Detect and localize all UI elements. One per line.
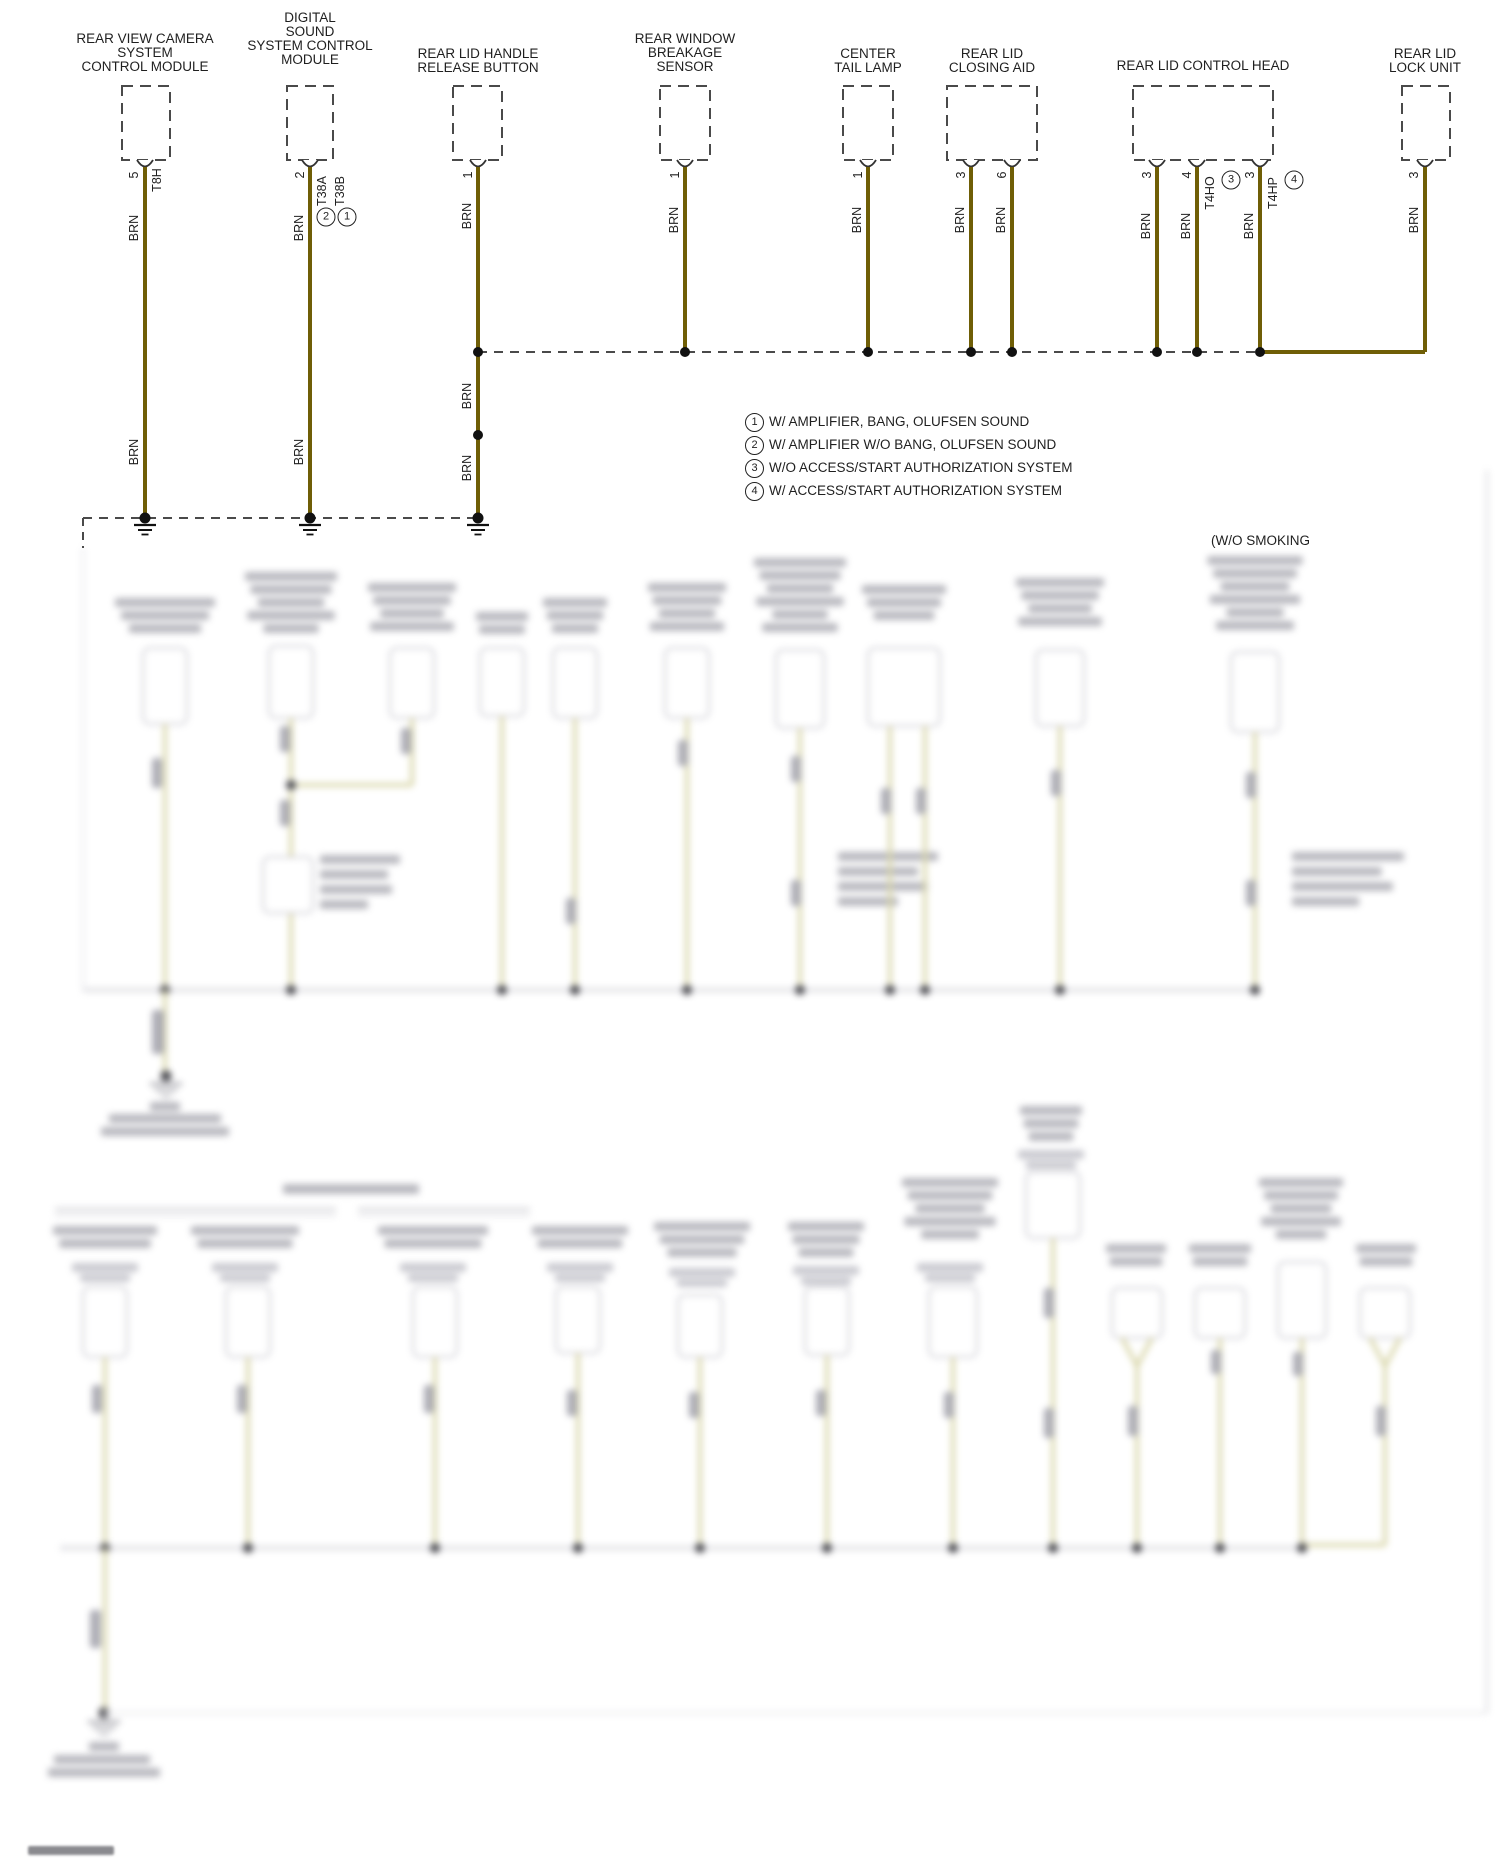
component-label-line: SYSTEM xyxy=(117,45,173,60)
component-label-line: CENTER xyxy=(840,46,896,61)
wire-color-label: BRN xyxy=(994,206,1008,234)
component-label-line: REAR WINDOW xyxy=(634,31,736,46)
component-box xyxy=(660,86,710,160)
legend-note-text: W/ AMPLIFIER W/O BANG, OLUFSEN SOUND xyxy=(769,437,1057,452)
component-box xyxy=(287,86,333,160)
connector-id: T4HP xyxy=(1266,177,1280,209)
component-box xyxy=(1133,86,1273,160)
note-ref-circle: 3 xyxy=(1222,171,1241,190)
component-label-line: REAR LID xyxy=(1393,46,1457,61)
component-box xyxy=(122,86,170,160)
wire-color-label: BRN xyxy=(1242,212,1256,240)
bus-junction-dot xyxy=(1007,347,1017,357)
wire-color-label: BRN xyxy=(1139,212,1153,240)
component-label-line: REAR LID CONTROL HEAD xyxy=(1116,58,1290,73)
component-label-line: REAR LID HANDLE xyxy=(417,46,539,61)
pin-notch xyxy=(1189,160,1205,167)
component-label-line: SYSTEM CONTROL xyxy=(247,38,373,53)
pin-notch xyxy=(1252,160,1268,167)
wire-color-label: BRN xyxy=(292,214,306,242)
legend-note-circle: 4 xyxy=(745,482,764,501)
wire-color-label: BRN xyxy=(1407,206,1421,234)
wire-color-label: BRN xyxy=(1179,212,1193,240)
pin-number: 3 xyxy=(1243,171,1257,179)
component-label-line: CLOSING AID xyxy=(948,60,1036,75)
pin-number: 3 xyxy=(1407,171,1421,179)
pin-number: 3 xyxy=(954,171,968,179)
component-box xyxy=(843,86,893,160)
pin-number: 1 xyxy=(668,171,682,179)
component-label-line: LOCK UNIT xyxy=(1388,60,1462,75)
bus-junction-dot xyxy=(473,347,483,357)
pin-number: 3 xyxy=(1140,171,1154,179)
component-label-line: DIGITAL xyxy=(284,10,336,25)
component-label-line: BREAKAGE xyxy=(647,45,723,60)
wire-color-label: BRN xyxy=(292,438,306,466)
bus-junction-dot xyxy=(1192,347,1202,357)
wire-color-label: BRN xyxy=(460,454,474,482)
wire-color-label: BRN xyxy=(850,206,864,234)
wire-color-label: BRN xyxy=(460,382,474,410)
pin-number: 6 xyxy=(995,171,1009,179)
component-box xyxy=(947,86,1037,160)
component-box xyxy=(1402,86,1450,160)
pin-notch xyxy=(677,160,693,167)
wire-color-label: BRN xyxy=(460,202,474,230)
legend-note-circle: 3 xyxy=(745,459,764,478)
legend-note-circle: 2 xyxy=(745,436,764,455)
bus-junction-dot xyxy=(966,347,976,357)
component-label-line: RELEASE BUTTON xyxy=(417,60,539,75)
pin-notch xyxy=(137,160,153,167)
splice-dot xyxy=(473,430,483,440)
component-box xyxy=(453,86,502,160)
ground-junction-dot xyxy=(473,513,484,524)
note-ref-circle: 1 xyxy=(338,208,357,227)
pin-number: 1 xyxy=(851,171,865,179)
wire-color-label: BRN xyxy=(127,438,141,466)
ground-junction-dot xyxy=(305,513,316,524)
wire-color-label: BRN xyxy=(667,206,681,234)
bus-junction-dot xyxy=(1152,347,1162,357)
legend-note-circle: 1 xyxy=(745,413,764,432)
partial-option-note: (W/O SMOKING xyxy=(1211,533,1310,548)
pin-notch xyxy=(1417,160,1433,167)
pin-notch xyxy=(963,160,979,167)
component-label-line: REAR LID xyxy=(960,46,1024,61)
bus-junction-dot xyxy=(1255,347,1265,357)
component-label-line: REAR VIEW CAMERA xyxy=(76,31,214,46)
connector-id: T8H xyxy=(150,168,164,192)
legend-note-text: W/ AMPLIFIER, BANG, OLUFSEN SOUND xyxy=(769,414,1030,429)
pin-notch xyxy=(470,160,486,167)
legend-note-text: W/O ACCESS/START AUTHORIZATION SYSTEM xyxy=(769,460,1073,475)
pin-number: 5 xyxy=(127,171,141,179)
wire-color-label: BRN xyxy=(953,206,967,234)
note-ref-circle: 2 xyxy=(317,208,336,227)
bus-junction-dot xyxy=(863,347,873,357)
component-label-line: SOUND xyxy=(285,24,335,39)
connector-id: T4HO xyxy=(1203,176,1217,210)
pin-notch xyxy=(1004,160,1020,167)
ground-junction-dot xyxy=(140,513,151,524)
component-label-line: MODULE xyxy=(281,52,339,67)
component-label-line: SENSOR xyxy=(656,59,714,74)
legend-note-text: W/ ACCESS/START AUTHORIZATION SYSTEM xyxy=(769,483,1063,498)
pin-notch xyxy=(302,160,318,167)
note-ref-circle: 4 xyxy=(1285,171,1304,190)
pin-number: 2 xyxy=(293,171,307,179)
connector-id: T38B xyxy=(333,176,347,206)
wire-color-label: BRN xyxy=(127,214,141,242)
corner-watermark-smudge xyxy=(28,1846,114,1855)
pin-notch xyxy=(1149,160,1165,167)
pin-number: 1 xyxy=(461,171,475,179)
component-label-line: CONTROL MODULE xyxy=(81,59,209,74)
connector-id: T38A xyxy=(315,176,329,206)
pin-number: 4 xyxy=(1180,171,1194,179)
bus-junction-dot xyxy=(680,347,690,357)
pin-notch xyxy=(860,160,876,167)
component-label-line: TAIL LAMP xyxy=(834,60,902,75)
